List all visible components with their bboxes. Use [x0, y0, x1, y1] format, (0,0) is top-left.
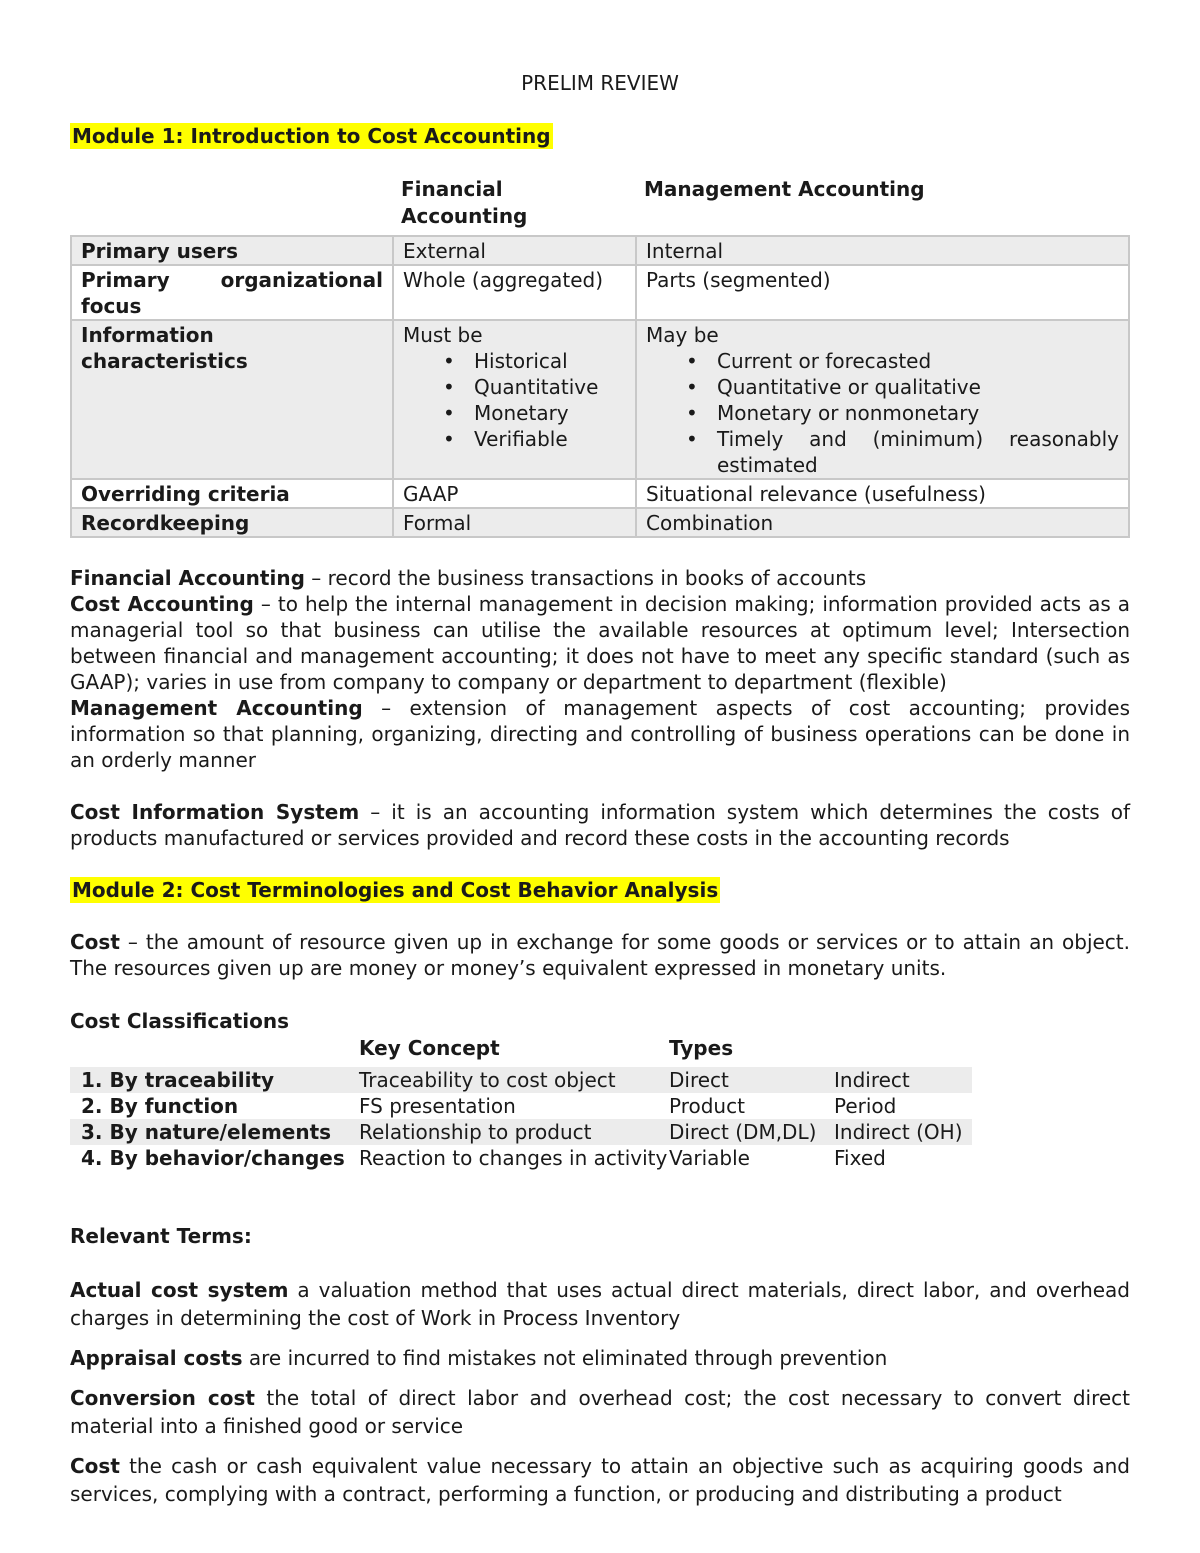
- table-row: [71, 265, 1129, 320]
- term-actual-cost-system: [70, 1276, 1130, 1332]
- list-item: • Quantitative or qualitative: [686, 374, 1119, 400]
- definition-management: [70, 695, 1130, 773]
- definition-text: – to help the internal management in decision making; information provided acts as a managerial tool so that business can utilise the available resources at optimum level; Intersection between financial and management accounting; it does not have to meet any specific standard (such as GAAP); varies in use from company to company or department to department (flexible): [70, 592, 1131, 694]
- cell-management: Internal: [636, 236, 1129, 265]
- bullet-list: [646, 348, 1119, 478]
- cell-intro: May be: [646, 323, 719, 347]
- classifications-title: Cost Classifications: [70, 1009, 290, 1033]
- definition-text: – the amount of resource given up in exchange for some goods or services or to attain an object. The resources given up are money or money’s equivalent expressed in monetary units.: [70, 930, 1130, 980]
- class-concept: Relationship to product: [348, 1119, 658, 1145]
- comparison-header: [70, 176, 1130, 230]
- table-row: [70, 1145, 972, 1171]
- class-type1: Direct (DM,DL): [658, 1119, 823, 1145]
- list-item: • Monetary: [443, 400, 626, 426]
- class-type2: Fixed: [834, 1146, 886, 1170]
- cell-management: Parts (segmented): [636, 265, 1129, 320]
- list-item: • Monetary or nonmonetary: [686, 400, 1119, 426]
- definition-term: Management Accounting: [70, 696, 363, 720]
- relevant-terms-title: Relevant Terms:: [70, 1224, 252, 1248]
- class-type2: Indirect (OH): [823, 1119, 972, 1145]
- cell-management: Combination: [636, 508, 1129, 537]
- term-name: Conversion cost: [70, 1386, 255, 1410]
- comparison-table: [70, 235, 1130, 538]
- cell-management: Situational relevance (usefulness): [636, 479, 1129, 508]
- bullet-list: [403, 348, 626, 452]
- definition-term: Cost Information System: [70, 800, 360, 824]
- table-row: [70, 1067, 972, 1093]
- class-concept: Reaction to changes in activity: [359, 1146, 668, 1170]
- cell-financial: External: [393, 236, 636, 265]
- document-title: PRELIM REVIEW: [521, 71, 679, 95]
- class-concept: FS presentation: [359, 1094, 516, 1118]
- definition-cost: [70, 591, 1130, 695]
- comparison-col-financial: Financial Accounting: [401, 177, 528, 228]
- list-item: • Current or forecasted: [686, 348, 1119, 374]
- cell-financial: [393, 320, 636, 479]
- cell-management: [636, 320, 1129, 479]
- class-type1: Direct: [658, 1067, 823, 1093]
- row-label: Primary organizational focus: [71, 265, 393, 320]
- term-cost: [70, 1452, 1130, 1508]
- table-row: [71, 236, 1129, 265]
- list-item: • Timely and (minimum) reasonably estimated: [686, 426, 1119, 478]
- table-row: [70, 1119, 972, 1145]
- term-name: Actual cost system: [70, 1278, 289, 1302]
- class-label: 4. By behavior/changes: [81, 1146, 345, 1170]
- table-row: [71, 508, 1129, 537]
- definition-term: Cost Accounting: [70, 592, 254, 616]
- class-label: 3. By nature/elements: [70, 1119, 348, 1145]
- document-page: [70, 70, 1130, 1508]
- list-item: • Verifiable: [443, 426, 626, 452]
- class-type1: Variable: [669, 1146, 750, 1170]
- term-text: a valuation method that uses actual direct materials, direct labor, and overhead charges in determining the cost of Work in Process Inventory: [70, 1278, 1130, 1330]
- definition-term: Cost: [70, 930, 120, 954]
- term-appraisal-costs: [70, 1344, 1130, 1372]
- term-conversion-cost: [70, 1384, 1130, 1440]
- row-label: Primary users: [71, 236, 393, 265]
- list-item: • Quantitative: [443, 374, 626, 400]
- classifications-header: [70, 1035, 1130, 1062]
- definition-text: – extension of management aspects of cost accounting; provides information so that planning, organizing, directing and controlling of business operations can be done in an orderly manner: [70, 696, 1131, 772]
- definition-cis: [70, 799, 1130, 851]
- module1-heading: Module 1: Introduction to Cost Accounting: [72, 124, 551, 148]
- table-row: [71, 479, 1129, 508]
- table-row: [70, 1093, 972, 1119]
- definition-financial: [70, 565, 1130, 591]
- definition-text: – record the business transactions in books of accounts: [304, 566, 867, 590]
- classifications-col-types: Types: [669, 1036, 734, 1060]
- classifications-header-blank: [70, 1035, 359, 1062]
- row-label: Overriding criteria: [71, 479, 393, 508]
- cell-financial: GAAP: [393, 479, 636, 508]
- row-label: Recordkeeping: [71, 508, 393, 537]
- term-text: the cash or cash equivalent value necessary to attain an objective such as acquiring goods and services, complying with a contract, performing a function, or producing and distributing a product: [70, 1454, 1130, 1506]
- classifications-table: [70, 1067, 972, 1171]
- definition-text: – it is an accounting information system which determines the costs of products manufactured or services provided and record these costs in the accounting records: [70, 800, 1131, 850]
- definition-cost-general: [70, 929, 1130, 981]
- term-name: Appraisal costs: [70, 1346, 243, 1370]
- class-type2: Period: [834, 1094, 897, 1118]
- term-name: Cost: [70, 1454, 120, 1478]
- class-type2: Indirect: [823, 1067, 972, 1093]
- row-label: Information characteristics: [71, 320, 393, 479]
- class-type1: Product: [669, 1094, 745, 1118]
- table-row: [71, 320, 1129, 479]
- cell-intro: Must be: [403, 323, 483, 347]
- class-concept: Traceability to cost object: [348, 1067, 658, 1093]
- cell-financial: Whole (aggregated): [393, 265, 636, 320]
- list-item: • Historical: [443, 348, 626, 374]
- classifications-col-key: Key Concept: [359, 1036, 500, 1060]
- class-label: 2. By function: [81, 1094, 239, 1118]
- comparison-col-management: Management Accounting: [644, 177, 925, 201]
- module2-heading: Module 2: Cost Terminologies and Cost Behavior Analysis: [72, 878, 719, 902]
- definition-term: Financial Accounting: [70, 566, 305, 590]
- class-label: 1. By traceability: [70, 1067, 348, 1093]
- cell-financial: Formal: [393, 508, 636, 537]
- comparison-header-blank: [70, 176, 392, 230]
- term-text: are incurred to find mistakes not eliminated through prevention: [242, 1346, 888, 1370]
- term-text: the total of direct labor and overhead cost; the cost necessary to convert direct material into a finished good or service: [70, 1386, 1130, 1438]
